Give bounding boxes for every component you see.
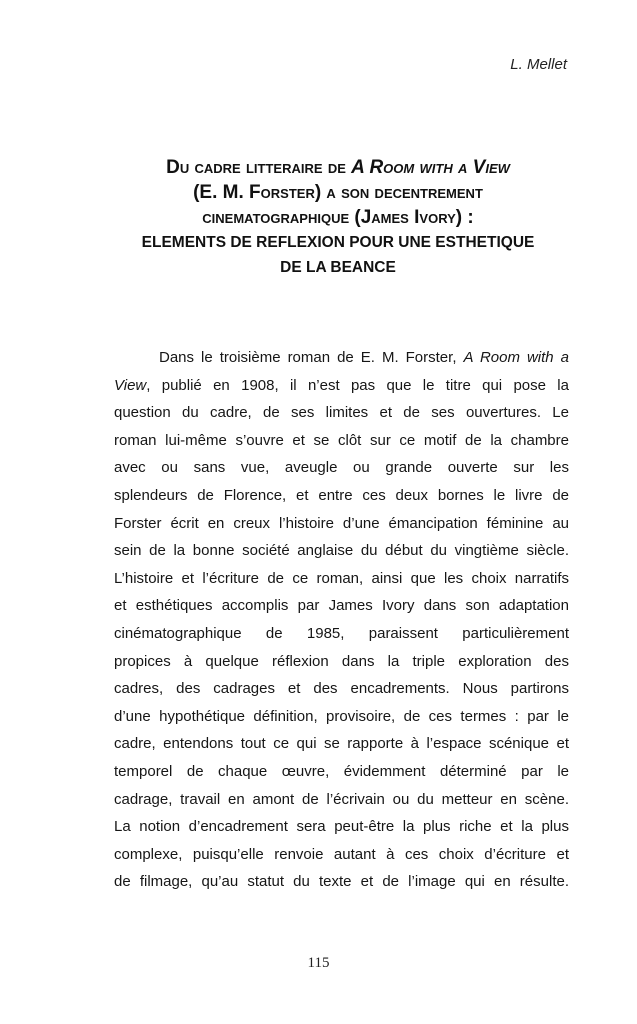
text-line: d’une hypothétique définition, provisoire, de ces termes : par le bbox=[114, 707, 569, 725]
running-head-author: L. Mellet bbox=[510, 56, 567, 73]
title-line-3: cinematographique (James Ivory) : bbox=[202, 207, 474, 228]
article-title bbox=[108, 155, 568, 280]
text-line: splendeurs de Florence, et entre ces deux bornes le livre de bbox=[114, 486, 569, 504]
subtitle-line-1: ELEMENTS DE REFLEXION POUR UNE ESTHETIQUE bbox=[141, 234, 535, 251]
text-line: L’histoire et l’écriture de ce roman, ainsi que les choix narratifs bbox=[114, 569, 569, 587]
text-line: avec ou sans vue, aveugle ou grande ouverte sur les bbox=[114, 459, 569, 477]
text-line: temporel de chaque œuvre, évidemment déterminé par le bbox=[114, 762, 569, 780]
text-line: et esthétiques accomplis par James Ivory dans son adaptation bbox=[114, 597, 569, 615]
text-line: cadres, des cadrages et des encadrements. Nous partirons bbox=[114, 680, 569, 698]
title-line-2: (E. M. Forster) a son decentrement bbox=[193, 182, 483, 203]
text-segment: Dans le troisième roman de E. M. Forster, bbox=[159, 349, 464, 366]
text-segment: , publié en 1908, il n’est pas que le titre qui pose la bbox=[146, 376, 569, 394]
page-number: 115 bbox=[307, 955, 330, 971]
title-line-1 bbox=[108, 155, 568, 180]
text-line: cinématographique de 1985, paraissent particulièrement bbox=[114, 624, 569, 642]
text-segment-italic: View bbox=[114, 376, 147, 394]
text-line: roman lui-même s’ouvre et se clôt sur ce motif de la chambre bbox=[114, 431, 569, 449]
text-line: complexe, puisqu’elle renvoie autant à ces choix d’écriture et bbox=[114, 845, 569, 863]
text-line: cadre, entendons tout ce qui se rapporte à l’espace scénique et bbox=[114, 735, 569, 753]
text-line: propices à quelque réflexion dans la triple exploration des bbox=[114, 652, 569, 670]
text-line bbox=[114, 372, 569, 400]
title-line-1-text: Du cadre litteraire de bbox=[166, 157, 352, 178]
body-paragraph bbox=[114, 344, 569, 896]
text-line: cadrage, travail en amont de l’écrivain ou du metteur en scène. bbox=[114, 790, 569, 808]
title-book-name: A Room with a View bbox=[351, 157, 510, 178]
text-line: La notion d’encadrement sera peut-être la plus riche et la plus bbox=[114, 818, 569, 836]
text-line: sein de la bonne société anglaise du début du vingtième siècle. bbox=[114, 542, 569, 560]
subtitle-line-2: DE LA BEANCE bbox=[280, 259, 396, 276]
text-line: Forster écrit en creux l’histoire d’une émancipation féminine au bbox=[114, 514, 569, 532]
text-line bbox=[114, 344, 569, 372]
text-segment-italic: A Room with a bbox=[463, 349, 570, 366]
text-line: question du cadre, de ses limites et de ses ouvertures. Le bbox=[114, 404, 569, 422]
text-line: de filmage, qu’au statut du texte et de l’image qui en résulte. bbox=[114, 873, 569, 891]
